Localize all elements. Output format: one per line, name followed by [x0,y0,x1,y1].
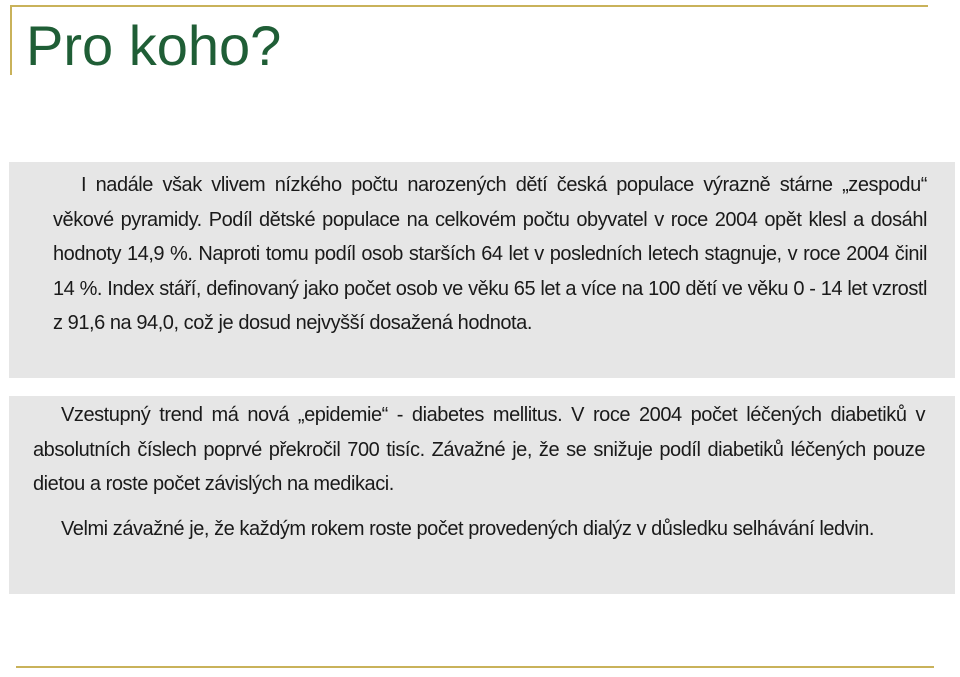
dialysis-paragraph: Velmi závažné je, že každým rokem roste počet provedených dialýz v důsledku selhávání ledvin. [61,517,875,540]
slide-title: Pro koho? [26,14,282,77]
top-decorative-rule [10,5,928,7]
diabetes-text-box [9,396,955,594]
bottom-decorative-rule [16,666,934,668]
population-aging-text-box [9,162,955,378]
population-aging-paragraph: I nadále však vlivem nízkého počtu narozených dětí česká populace výrazně stárne „zespodu“ věkové pyramidy. Podíl dětské populace na celkovém počtu obyvatel v roce 2004 opět klesl a dosáhl hodnoty 14,9 %. Naproti tomu podíl osob starších 64 let v posledních letech stagnuje, v roce 2004 činil 14 %. Index stáří, definovaný jako počet osob ve věku 65 let a více na 100 dětí ve věku 0 - 14 let vzrostl z 91,6 na 94,0, což je dosud nejvyšší dosažená hodnota. [53,174,927,334]
diabetes-paragraph: Vzestupný trend má nová „epidemie“ - diabetes mellitus. V roce 2004 počet léčených diabetiků v absolutních číslech poprvé překročil 700 tisíc. Závažné je, že se snižuje podíl diabetiků léčených pouze dietou a roste počet závislých na medikaci. [33,404,925,495]
left-decorative-rule [10,5,12,75]
